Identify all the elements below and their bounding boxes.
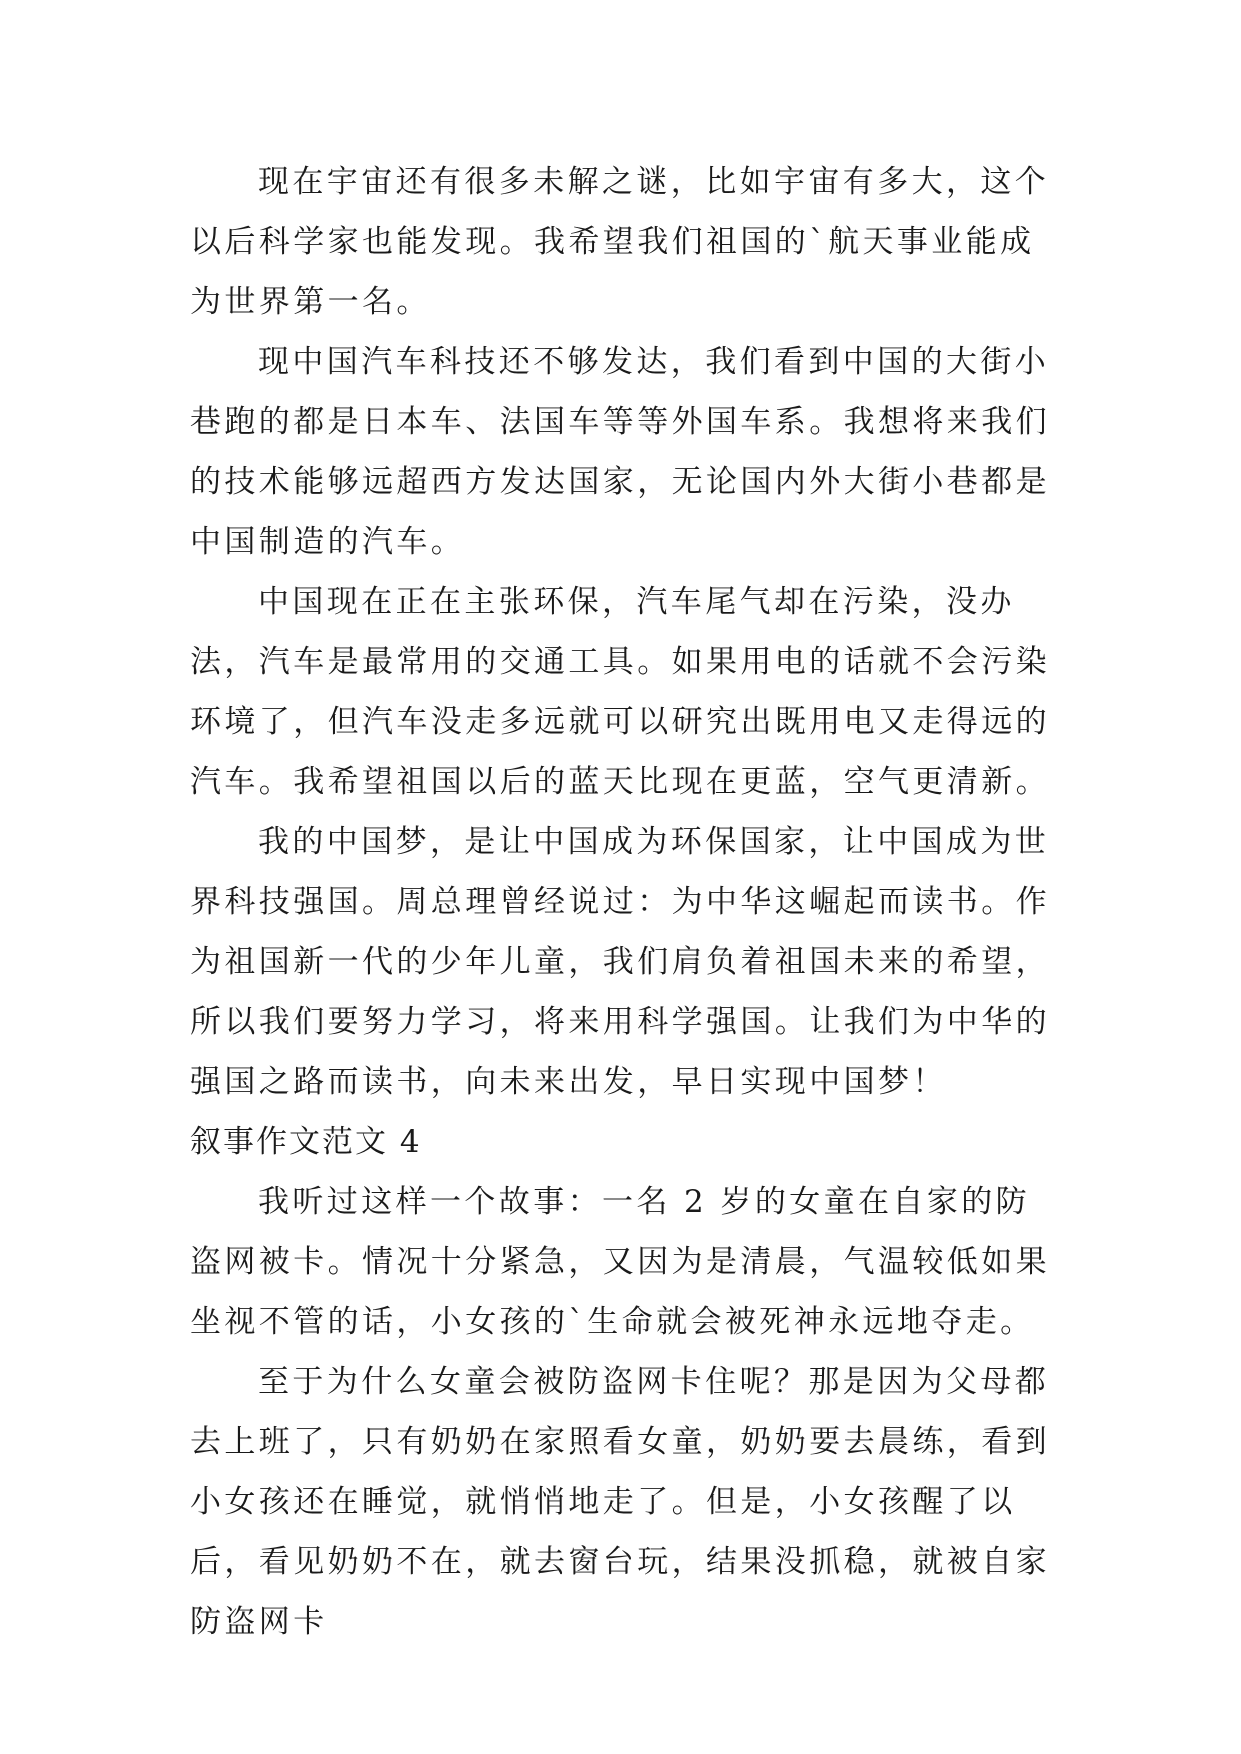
paragraph-story-reason: 至于为什么女童会被防盗网卡住呢？那是因为父母都去上班了，只有奶奶在家照看女童，奶奶要去晨练，看到小女孩还在睡觉，就悄悄地走了。但是，小女孩醒了以后，看见奶奶不在，就去窗台玩，结果没抓稳，就被自家防盗网卡 (190, 1364, 1050, 1640)
paragraph-china-dream: 我的中国梦，是让中国成为环保国家，让中国成为世界科技强国。周总理曾经说过：为中华这崛起而读书。作为祖国新一代的少年儿童，我们肩负着祖国未来的希望，所以我们要努力学习，将来用科学强国。让我们为中华的强国之路而读书，向未来出发，早日实现中国梦！ (190, 824, 1050, 1100)
paragraph-space-mysteries: 现在宇宙还有很多未解之谜，比如宇宙有多大，这个以后科学家也能发现。我希望我们祖国的`航天事业能成为世界第一名。 (190, 164, 1050, 320)
paragraph-story-intro: 我听过这样一个故事：一名 2 岁的女童在自家的防盗网被卡。情况十分紧急，又因为是清晨，气温较低如果坐视不管的话，小女孩的`生命就会被死神永远地夺走。 (190, 1184, 1050, 1340)
section-heading: 叙事作文范文 4 (190, 1124, 422, 1160)
document-body (190, 152, 1052, 1652)
paragraph-car-technology: 现中国汽车科技还不够发达，我们看到中国的大街小巷跑的都是日本车、法国车等等外国车系。我想将来我们的技术能够远超西方发达国家，无论国内外大街小巷都是中国制造的汽车。 (190, 344, 1050, 560)
paragraph-environment: 中国现在正在主张环保，汽车尾气却在污染，没办法，汽车是最常用的交通工具。如果用电的话就不会污染环境了，但汽车没走多远就可以研究出既用电又走得远的汽车。我希望祖国以后的蓝天比现在更蓝，空气更清新。 (190, 584, 1050, 800)
